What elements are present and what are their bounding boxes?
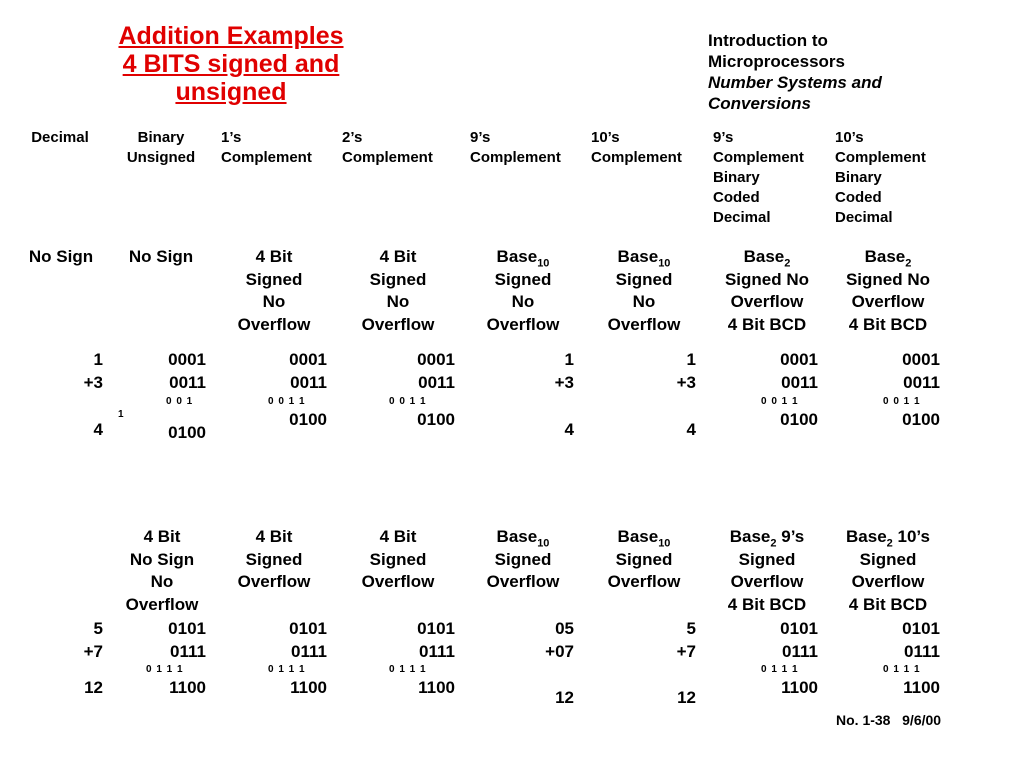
bottom-binary-sum: 1100 [169,678,206,697]
top-ones-sum: 0100 [289,410,327,429]
top-ones-addend-2: 0011 [290,373,327,392]
top-label-decimal: No Sign [28,247,94,266]
bottom-twos-sum: 1100 [418,678,455,697]
top-nines-sum: 4 [564,420,574,439]
top-decimal-addend-1: 1 [93,350,103,369]
bottom-twos-addend-2: 0111 [419,642,455,661]
bottom-nines-sum: 12 [555,688,574,707]
bottom-label-tens-complement-bcd: Base$_2$ 10’s Signed Overflow 4 Bit BCD [846,527,930,614]
top-nines-addend-2: +3 [554,373,574,392]
top-nines-addend-1: 1 [564,350,574,369]
column-header-tens-complement-bcd: 10’s Complement Binary Coded Decimal [835,129,926,226]
top-binary-carry-out: 1 [118,409,125,420]
title-line-3: unsigned [175,78,287,106]
top-label-tens-complement-bcd: Base$_2$ Signed No Overflow 4 Bit BCD [845,247,931,334]
bottom-label-tens-complement: Base$_{10}$ Signed Overflow [607,527,681,591]
top-tens-sum: 4 [686,420,696,439]
top-tens-addend-2: +3 [676,373,696,392]
column-header-ones-complement: 1’s Complement [221,129,312,166]
top-tens-bcd-carry: 0 0 1 1 [883,396,921,407]
column-header-nines-complement-bcd: 9’s Complement Binary Coded Decimal [713,129,804,226]
top-nines-bcd-sum: 0100 [780,410,818,429]
column-header-binary-unsigned: Binary Unsigned [126,129,196,166]
course-line-2: Microprocessors [708,52,845,71]
bottom-binary-addend-1: 0101 [168,619,206,638]
top-label-tens-complement: Base$_{10}$ Signed No Overflow [607,247,681,334]
bottom-ones-sum: 1100 [290,678,327,697]
top-twos-addend-2: 0011 [418,373,455,392]
top-nines-bcd-addend-2: 0011 [781,373,818,392]
slide-title [95,22,367,106]
bottom-ones-addend-1: 0101 [289,619,327,638]
top-decimal-sum: 4 [93,420,103,439]
top-twos-addend-1: 0001 [417,350,455,369]
bottom-tens-bcd-addend-2: 0111 [904,642,940,661]
top-label-nines-complement-bcd: Base$_2$ Signed No Overflow 4 Bit BCD [724,247,810,334]
top-twos-sum: 0100 [417,410,455,429]
bottom-binary-addend-2: 0111 [170,642,206,661]
top-nines-bcd-carry: 0 0 1 1 [761,396,799,407]
top-binary-carry: 0 0 1 [166,396,194,407]
bottom-decimal-addend-2: +7 [83,642,103,661]
bottom-label-nines-complement-bcd: Base$_2$ 9’s Signed Overflow 4 Bit BCD [727,527,807,614]
top-label-ones-complement: 4 Bit Signed No Overflow [237,247,311,334]
column-header-nines-complement: 9’s Complement [470,129,561,166]
bottom-ones-addend-2: 0111 [291,642,327,661]
bottom-tens-bcd-sum: 1100 [903,678,940,697]
bottom-nines-bcd-addend-2: 0111 [782,642,818,661]
bottom-twos-carry: 0 1 1 1 [389,664,427,675]
bottom-twos-addend-1: 0101 [417,619,455,638]
bottom-decimal-addend-1: 5 [93,619,103,638]
title-line-1: Addition Examples [118,22,344,50]
top-twos-carry: 0 0 1 1 [389,396,427,407]
course-line-3: Number Systems and [708,73,882,92]
top-binary-addend-2: 0011 [169,373,206,392]
bottom-tens-addend-2: +7 [676,642,696,661]
bottom-decimal-sum: 12 [84,678,103,697]
bottom-nines-bcd-carry: 0 1 1 1 [761,664,799,675]
top-tens-addend-1: 1 [686,350,696,369]
top-tens-bcd-addend-2: 0011 [903,373,940,392]
top-decimal-addend-2: +3 [83,373,103,392]
course-line-4: Conversions [708,94,811,113]
top-binary-sum: 0100 [168,423,206,442]
top-label-twos-complement: 4 Bit Signed No Overflow [361,247,435,334]
top-tens-bcd-sum: 0100 [902,410,940,429]
bottom-tens-addend-1: 5 [686,619,696,638]
column-header-decimal: Decimal [31,129,89,146]
bottom-tens-bcd-addend-1: 0101 [902,619,940,638]
slide-date: 9/6/00 [902,712,942,728]
bottom-label-ones-complement: 4 Bit Signed Overflow [237,527,311,591]
top-tens-bcd-addend-1: 0001 [902,350,940,369]
bottom-binary-carry: 0 1 1 1 [146,664,184,675]
bottom-nines-bcd-sum: 1100 [781,678,818,697]
top-label-binary-unsigned: No Sign [128,247,194,266]
course-info [708,30,882,114]
bottom-tens-sum: 12 [677,688,696,707]
column-header-tens-complement: 10’s Complement [591,129,682,166]
bottom-nines-bcd-addend-1: 0101 [780,619,818,638]
bottom-label-binary-unsigned: 4 Bit No Sign No Overflow [125,527,199,614]
top-ones-carry: 0 0 1 1 [268,396,306,407]
column-header-twos-complement: 2’s Complement [342,129,433,166]
top-label-nines-complement: Base$_{10}$ Signed No Overflow [486,247,560,334]
top-ones-addend-1: 0001 [289,350,327,369]
slide-number: No. 1-38 [836,712,891,728]
slide-footer [836,712,941,728]
course-line-1: Introduction to [708,31,828,50]
title-line-2: 4 BITS signed and [122,50,340,78]
top-binary-addend-1: 0001 [168,350,206,369]
bottom-label-nines-complement: Base$_{10}$ Signed Overflow [486,527,560,591]
bottom-tens-bcd-carry: 0 1 1 1 [883,664,921,675]
bottom-nines-addend-2: +07 [545,642,574,661]
top-nines-bcd-addend-1: 0001 [780,350,818,369]
bottom-nines-addend-1: 05 [555,619,574,638]
bottom-ones-carry: 0 1 1 1 [268,664,306,675]
bottom-label-twos-complement: 4 Bit Signed Overflow [361,527,435,591]
